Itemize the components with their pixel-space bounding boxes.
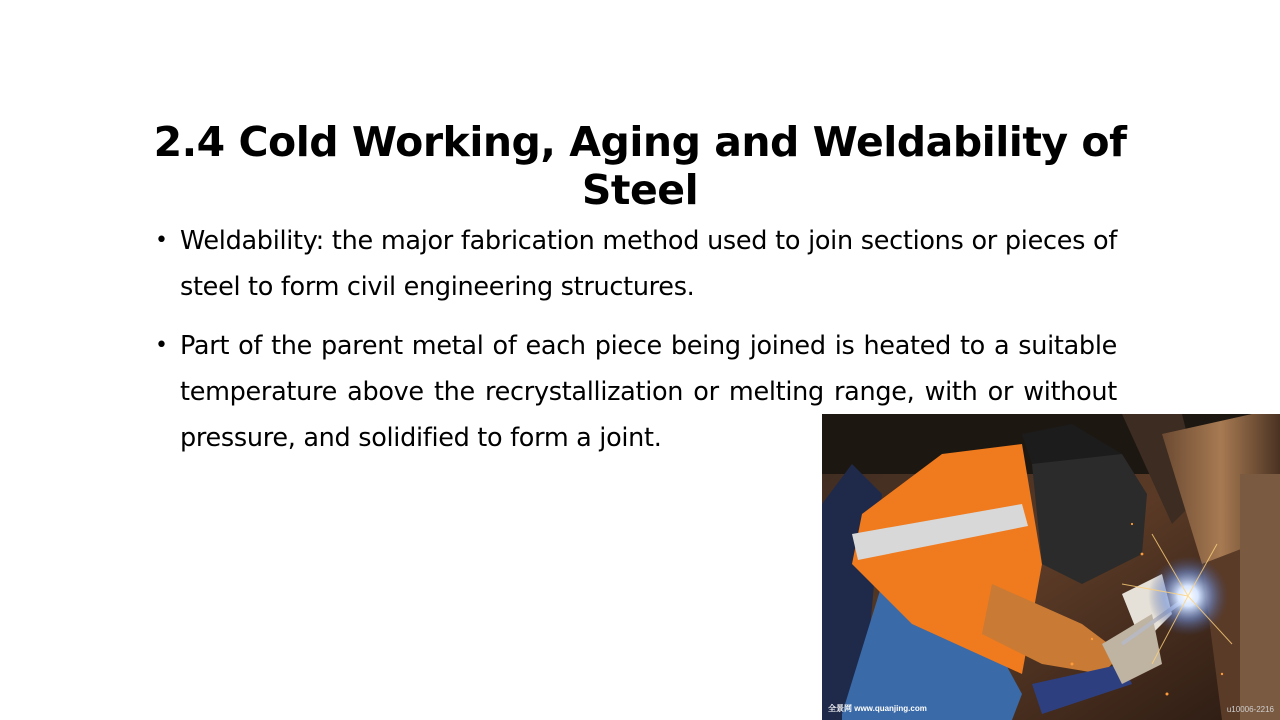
bullet-item bbox=[155, 218, 1117, 310]
bullet-text: Part of the parent metal of each piece being joined is heated to a suitable temperature above the recrystallization or melting range, with or without pressure, and solidified to form a joint. bbox=[180, 331, 1117, 453]
bullet-marker: • bbox=[155, 333, 168, 358]
slide-title: 2.4 Cold Working, Aging and Weldability of Steel bbox=[153, 118, 1127, 214]
bullet-text: Weldability: the major fabrication method used to join sections or pieces of steel to form civil engineering structures. bbox=[180, 226, 1117, 302]
photo-watermark: 全景网 www.quanjing.com bbox=[828, 704, 927, 713]
photo-id: u10006-2216 bbox=[1226, 705, 1274, 714]
welder-illustration bbox=[822, 414, 1280, 720]
bullet-marker: • bbox=[155, 228, 168, 253]
welder-photo bbox=[822, 414, 1280, 720]
